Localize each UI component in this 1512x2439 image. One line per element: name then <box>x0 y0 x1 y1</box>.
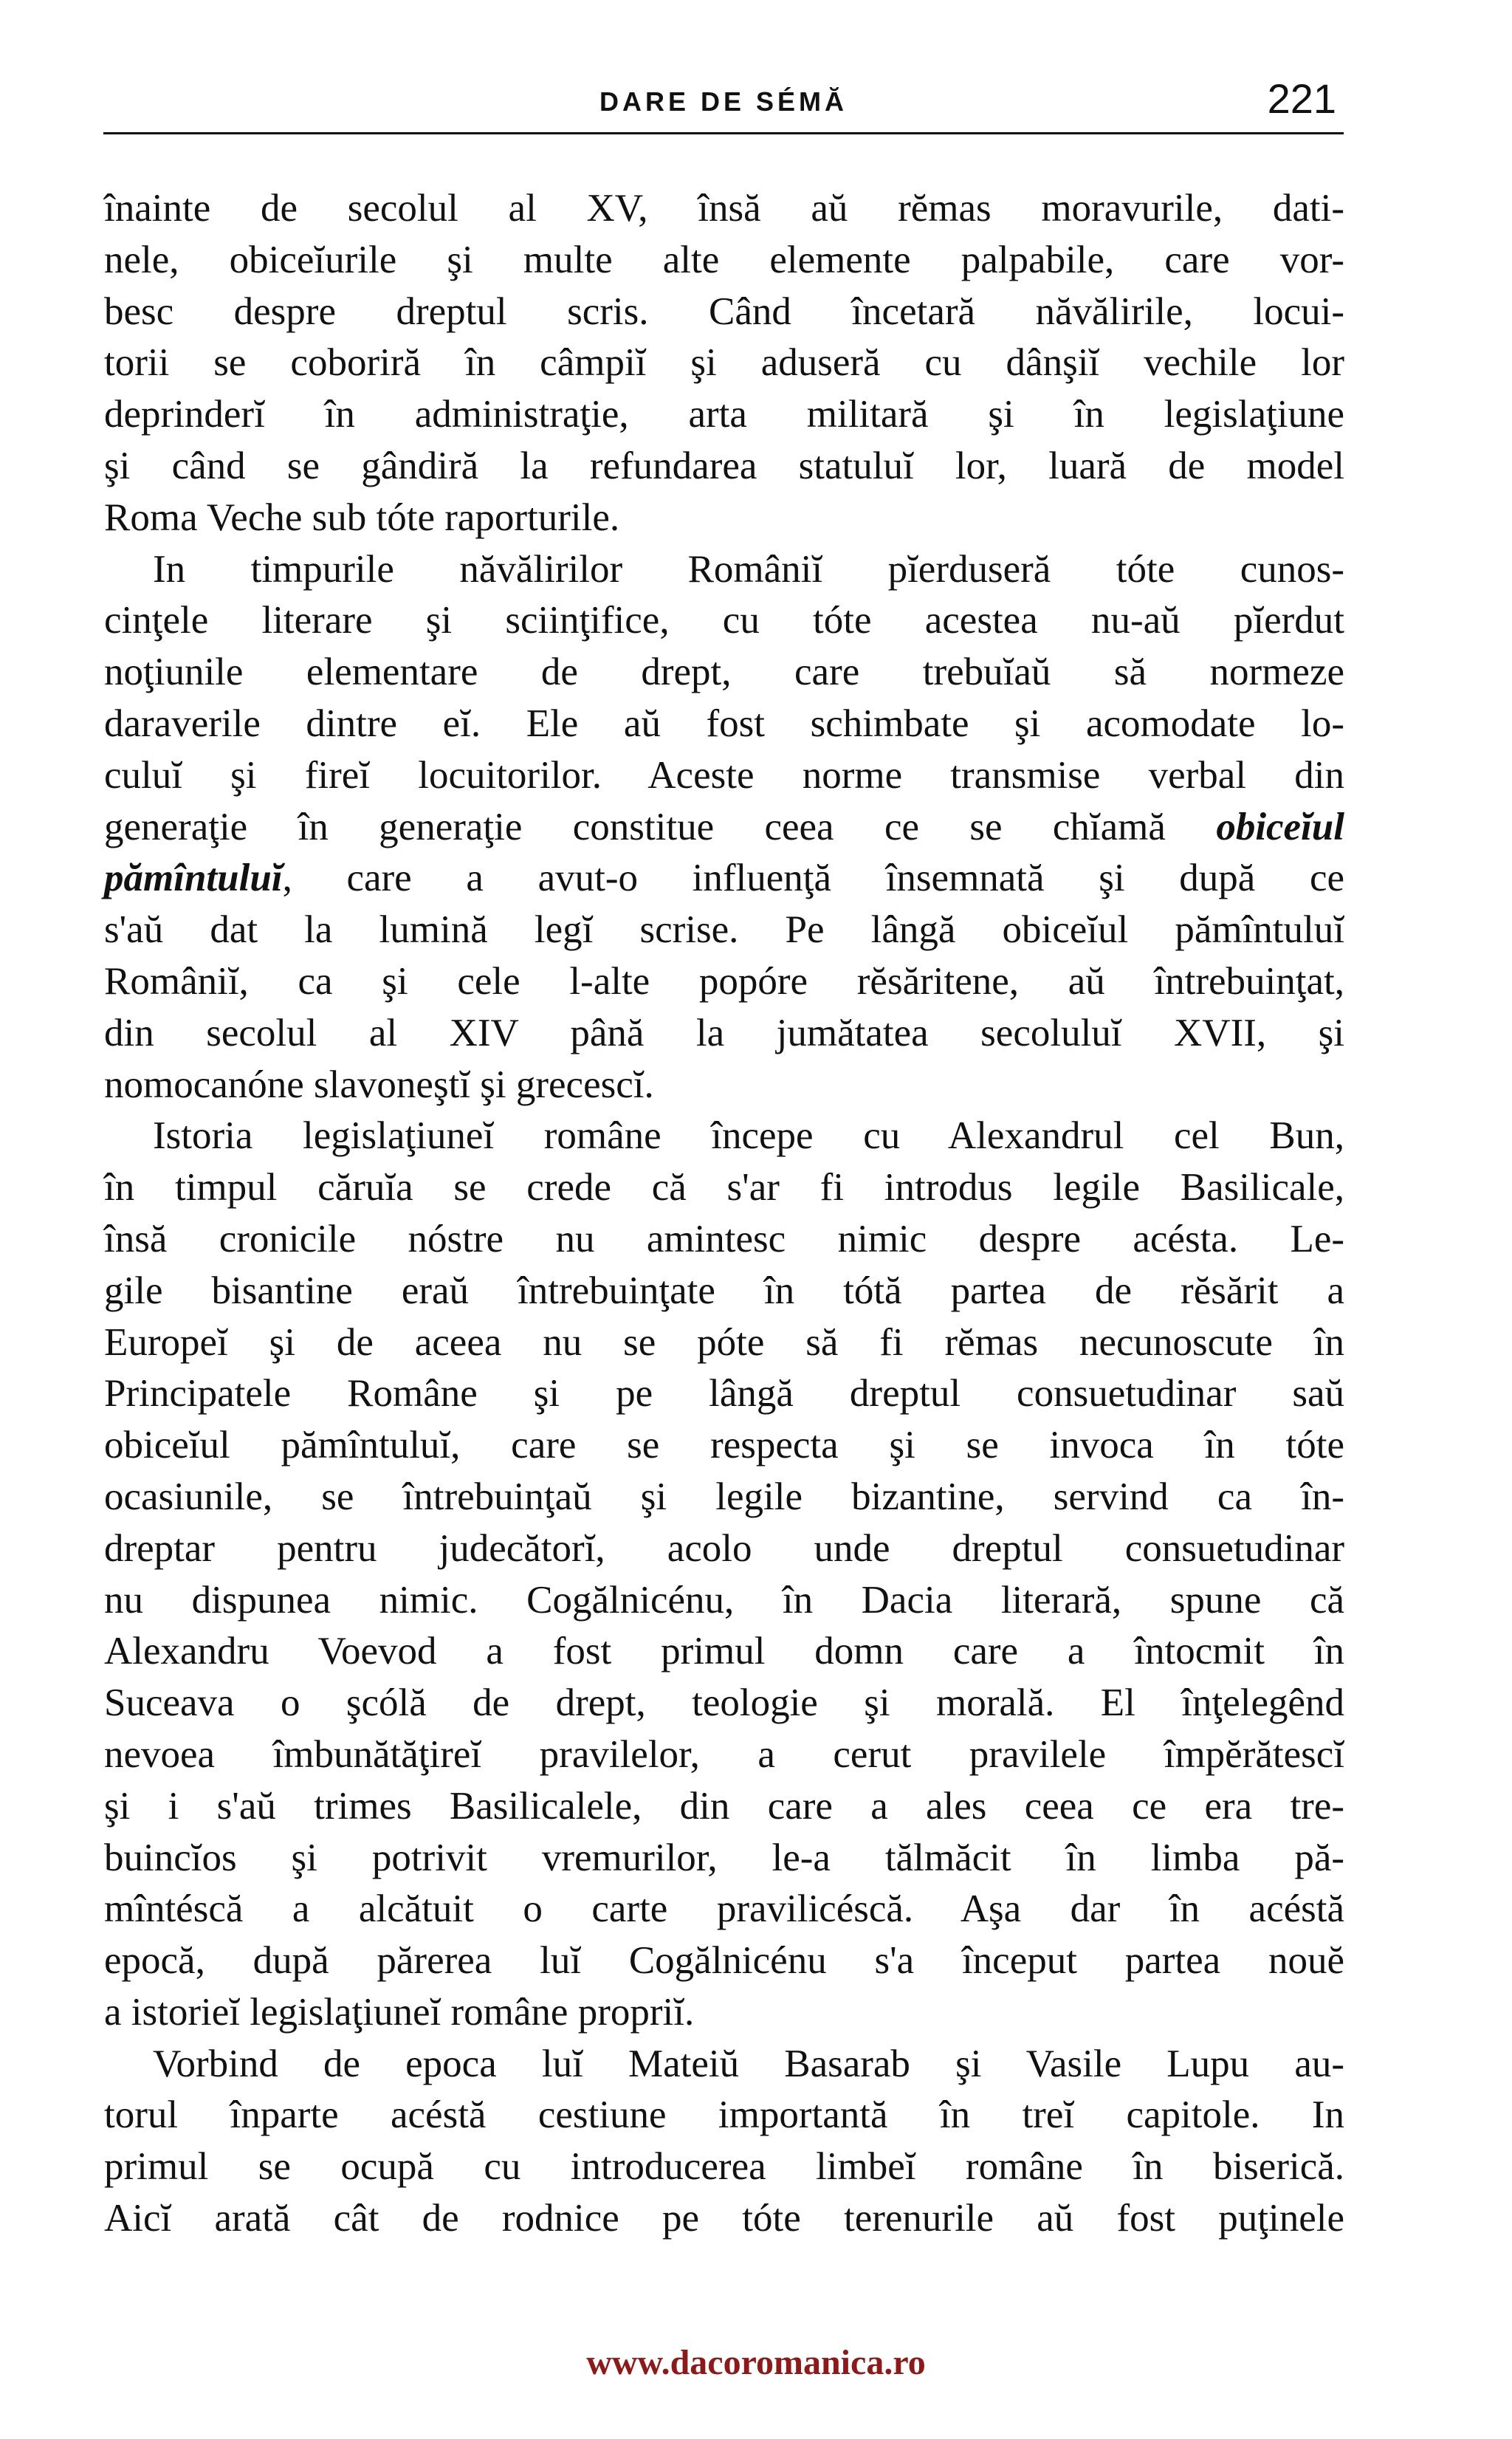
text-line: şi i s'aŭ trimes Basilicalele, din care a ales ceea ce era tre- <box>104 1784 1344 1828</box>
text-line: în timpul căruĭa se crede că s'ar fi introdus legile Basilicale, <box>104 1166 1344 1210</box>
text-line: înainte de secolul al XV, însă aŭ rĕmas moravurile, dati- <box>104 187 1344 230</box>
text-line: s'aŭ dat la lumină legĭ scrise. Pe lângă obiceĭul pămîntuluĭ <box>104 908 1344 952</box>
text-line: Roma Veche sub tóte raporturile. <box>104 495 620 539</box>
text-line: dreptar pentru judecătorĭ, acolo unde dreptul consuetudinar <box>104 1526 1344 1570</box>
text-line: besc despre dreptul scris. Când încetară năvălirile, locui- <box>104 289 1344 333</box>
text-line <box>104 853 1344 905</box>
text-line: deprinderĭ în administraţie, arta militară şi în legislaţiune <box>104 393 1344 436</box>
text-line: mîntéscă a alcătuit o carte pravilicéscă. Aşa dar în acéstă <box>104 1887 1344 1931</box>
text-line: şi când se gândiră la refundarea statuluĭ lor, luară de model <box>104 444 1344 487</box>
text-line: gile bisantine eraŭ întrebuinţate în tótă partea de rĕsărit a <box>104 1269 1344 1312</box>
text-fragment: generaţie în generaţie constitue ceea ce se chĭamă <box>104 805 1166 848</box>
text-line: Europeĭ şi de aceea nu se póte să fi rĕmas necunoscute în <box>104 1320 1344 1364</box>
text-line: Principatele Române şi pe lângă dreptul consuetudinar saŭ <box>104 1372 1344 1416</box>
text-line: ocasiunile, se întrebuinţaŭ şi legile bizantine, servind ca în- <box>104 1475 1344 1518</box>
text-line: Suceava o şcólă de drept, teologie şi morală. El înţelegênd <box>104 1681 1344 1725</box>
running-title: DARE DE SÉMĂ <box>599 86 848 117</box>
text-line: buincĭos şi potrivit vremurilor, le-a tălmăcit în limba pă- <box>104 1836 1344 1879</box>
footer-watermark-url: www.dacoromanica.ro <box>586 2343 926 2382</box>
text-line: In timpurile năvălirilor Româniĭ pĭerduseră tóte cunos- <box>153 547 1344 591</box>
text-line: nele, obiceĭurile şi multe alte elemente palpabile, care vor- <box>104 238 1344 281</box>
text-line: obiceĭul pămîntuluĭ, care se respecta şi se invoca în tóte <box>104 1424 1344 1467</box>
text-line: daraverile dintre eĭ. Ele aŭ fost schimbate şi acomodate lo- <box>104 701 1344 745</box>
text-line: Vorbind de epoca luĭ Mateiŭ Basarab şi Vasile Lupu au- <box>153 2042 1344 2085</box>
text-line: torii se coboriră în câmpiĭ şi aduseră cu dânşiĭ vechile lor <box>104 341 1344 385</box>
body-text <box>104 183 1344 2245</box>
text-line: torul înparte acéstă cestiune importantă în treĭ capitole. In <box>104 2093 1344 2137</box>
text-line: epocă, după părerea luĭ Cogălnicénu s'a început partea nouĕ <box>104 1939 1344 1983</box>
text-line: Alexandru Voevod a fost primul domn care a întocmit în <box>104 1630 1344 1673</box>
text-line: culuĭ şi fireĭ locuitorilor. Aceste norme transmise verbal din <box>104 753 1344 797</box>
text-line: Aicĭ arată cât de rodnice pe tóte terenurile aŭ fost puţinele <box>104 2197 1344 2240</box>
header-rule <box>103 132 1344 134</box>
text-line: noţiunile elementare de drept, care trebuĭaŭ să normeze <box>104 651 1344 694</box>
text-line: nu dispunea nimic. Cogălnicénu, în Dacia literară, spune că <box>104 1578 1344 1622</box>
text-line: primul se ocupă cu introducerea limbeĭ române în biserică. <box>104 2145 1344 2189</box>
page-header <box>103 70 1344 137</box>
text-fragment: , care a avut-o influenţă însemnată şi după ce <box>282 857 1344 900</box>
text-line: din secolul al XIV până la jumătatea secoluluĭ XVII, şi <box>104 1011 1344 1054</box>
text-line: a istorieĭ legislaţiuneĭ române propriĭ. <box>104 1990 695 2034</box>
italic-term: pămîntuluĭ <box>104 857 283 900</box>
text-line: Româniĭ, ca şi cele l-alte popóre rĕsăritene, aŭ întrebuinţat, <box>104 959 1344 1003</box>
text-line: nomocanóne slavoneştĭ şi grecescĭ. <box>104 1063 654 1106</box>
text-line: nevoea îmbunătăţireĭ pravilelor, a cerut pravilele împĕrătescĭ <box>104 1732 1344 1776</box>
text-line: cinţele literare şi sciinţifice, cu tóte acestea nu-aŭ pĭerdut <box>104 599 1344 642</box>
text-line <box>104 802 1344 854</box>
text-line: însă cronicile nóstre nu amintesc nimic despre acésta. Le- <box>104 1217 1344 1260</box>
page-number: 221 <box>1267 75 1336 122</box>
italic-term: obiceĭul <box>1216 805 1345 848</box>
text-line: Istoria legislaţiuneĭ române începe cu Alexandrul cel Bun, <box>153 1114 1344 1158</box>
